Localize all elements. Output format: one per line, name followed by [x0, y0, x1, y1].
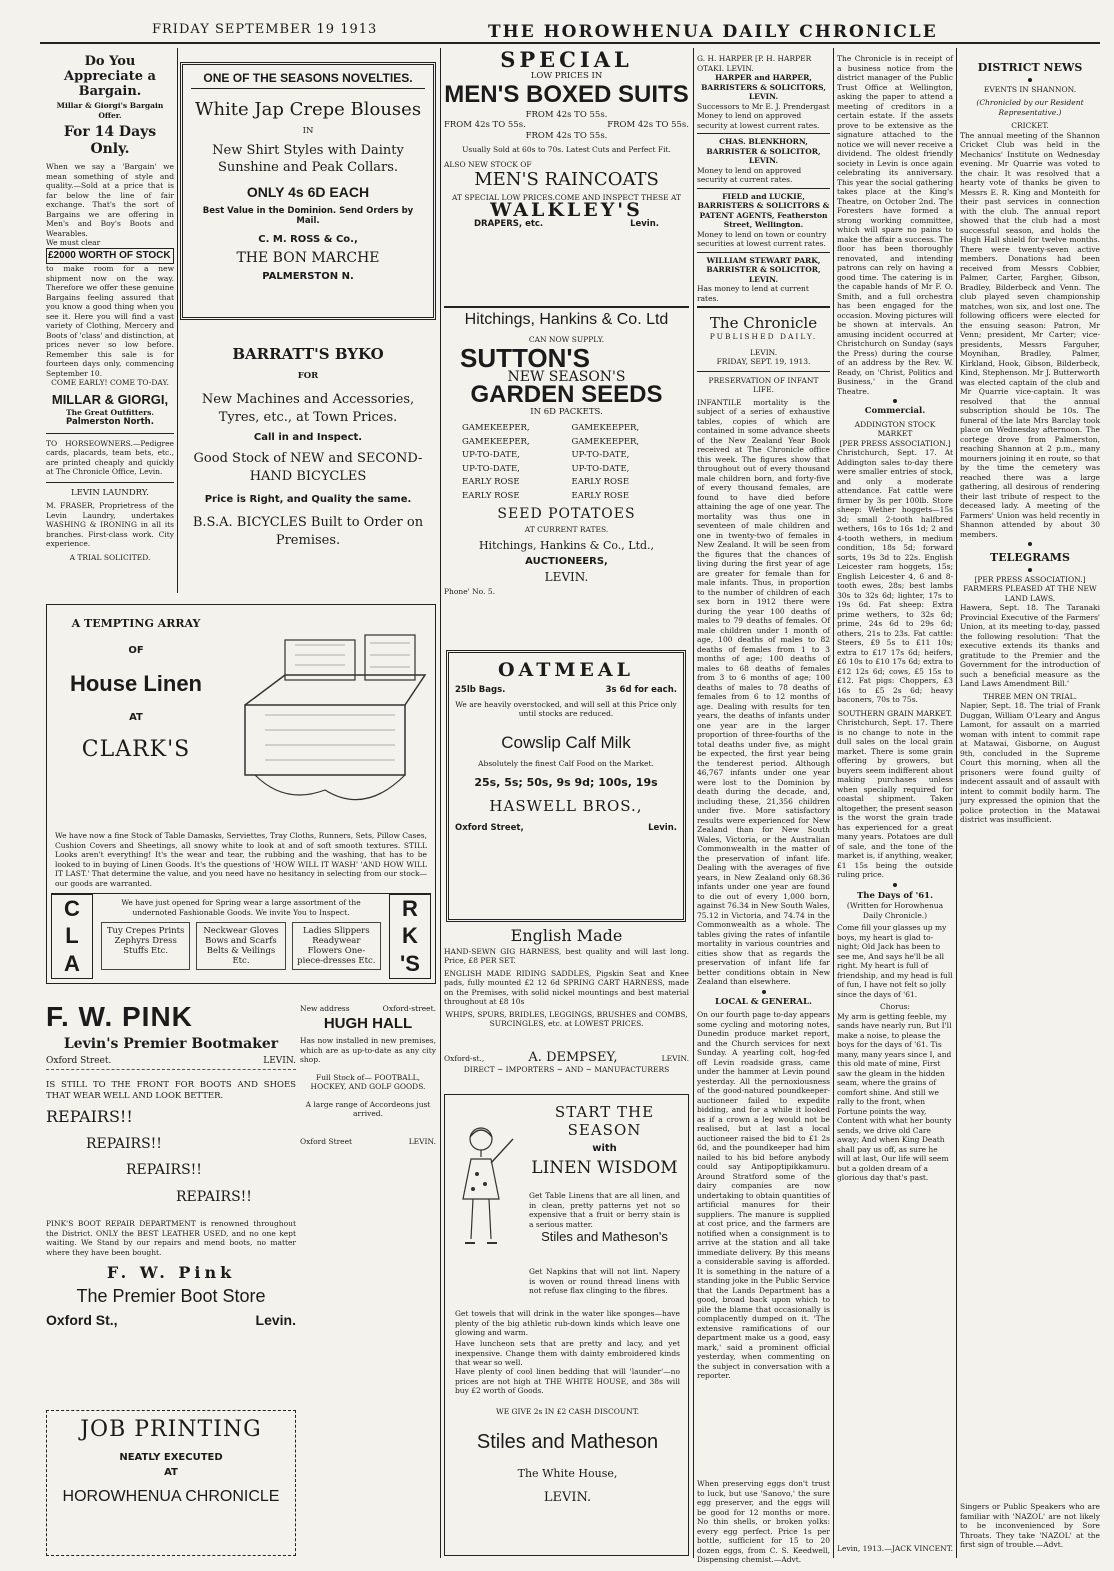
masthead-rule: [40, 42, 1100, 44]
dempsey-footer: [444, 1052, 689, 1082]
infant-article: INFANTILE mortality is the subject of a series of exhaustive tables, copies of which are contained in some advance sheets of the New Zealand Year Book received at The Chronicle office this week. The figures show that throughout out of every thousand male children born, and forty-five of every thousand females, are found to have died before attaining the age of one year. The mortality was thus one in seventeen of male children and one in twenty-two of females in New Zealand. It will be seen from the figures that the chances of living during the first year of age are greater for female than for male infants. Thus, in proportion to the number of children of each sex born in 1912 there were during the year 100 deaths of males to 79 deaths of females. Of male children under 1 month of age, 100 deaths of males to 82 deaths of females from 1 to 3 months of age; 100 deaths of males to 68 deaths of females from 3 to 6 months of age; 100 deaths of males to 78 deaths of females from 6 to 12 months of age. Dealing with results for ten years, the deaths of infants under one year are in the larger proportion of three-fourths of the total deaths under five, as might be expected, the first year being the tenderest period. Although 46,767 infants under one year were lost to the Dominion by death during the decade, and, including these, 21,356 children under five. More satisfactory results were experienced for New Zealand than for New South Wales, Victoria, or the Australian Commonwealth in the matter of the preservation of infant life. Dealing with the averages of five years, in New Zealand only 68.36 infants under one year are found to die out of every 1,000 born, against 76.34 in New South Wales, 75.12 in Victoria, and 74.74 in the Commonwealth as a whole. The tables giving the rates of infantile mortality in various countries and cities show that as regards the preservation of infant life far better conditions obtain in New Zealand than elsewhere.: [697, 397, 830, 986]
seed-variety: UP-TO-DATE,: [571, 450, 630, 460]
clarks-items-2: Neckwear Gloves Bows and Scarfs Belts & Veilings Etc.: [196, 922, 285, 970]
days-heading: The Days of '61.: [856, 890, 934, 901]
farmers-heading: FARMERS PLEASED AT THE NEW LAND LAWS.: [963, 584, 1097, 603]
poem-verse-2: My arm is getting feeble, my sands have nearly run, But I'll make a noise, to please the boys for the days of '61. Tis many, many years since I, and this old mate of mine, First saw the gleam in the hidden seam, where the grains of comfort shine. And still we rally to the front, when Fortune points the way, Content with what her bounty sends, we drive old Care away; And when King Death shall pay us off, as sure he will at last, Our life will seem but a golden dream of a glorious day that's past.: [837, 1011, 952, 1182]
sanovo-advt: When preserving eggs don't trust to luck, but use 'Sanovo,' the sure egg preserver, and the eggs will be good for 12 months or more. No thin shells, or broken yolks: every egg perfect. Price 1s per bottle, sufficient for 15 to 20 dozen eggs, from C. S. Keedwell, Dispensing chemist.—Advt.: [697, 1479, 830, 1564]
chronicle-date: FRIDAY, SEPT. 19, 1913.: [697, 357, 830, 372]
clarks-items-1: Tuy Crepes Prints Zephyrs Dress Stuffs Etc.: [101, 922, 190, 970]
bon-store: THE BON MARCHE: [236, 249, 380, 266]
clarks-letter: L: [65, 923, 79, 949]
clarks-text: We have now a fine Stock of Table Damasks, Serviettes, Tray Cloths, Runners, Sets, Pillow Cases, Cushion Covers and Sheetings, all snowy white to look at and of soft smooth textures. STILL Looks aren't everything! It's the wear and tear, the rubbing and the washing, that has to be looked to in buying of Linen Goods. It's the questions of 'HOW WILL IT WASH' 'AND HOW WILL IT LAST.' That determine the value, and you need have no hesitancy in selecting from our stock—our goods are warranted.: [55, 831, 427, 888]
haswell-street: Oxford Street,: [455, 823, 524, 833]
dempsey-text-3: WHIPS, SPURS, BRIDLES, LEGGINGS, BRUSHES and COMBS, SURCINGLES, etc. at LOWEST PRICES.: [445, 1009, 688, 1028]
walkley-name: WALKLEY'S: [490, 199, 643, 221]
walkley-special: SPECIAL: [500, 47, 633, 72]
seed-variety: EARLY ROSE: [571, 477, 630, 487]
hugh-oxford: Oxford-street.: [382, 1004, 436, 1013]
job-at: AT: [164, 1467, 178, 1478]
stiles-text-5: Have plenty of cool linen bedding that will 'launder'—no prices are not high at THE WHITE HOUSE, and 38s will buy £2 worth of Goods.: [455, 1367, 680, 1395]
hitchings-ad: [444, 311, 689, 644]
column-rule: [177, 48, 178, 593]
millar-text-2: to make room for a new shipment now on the way. Therefore we offer these genuine Bargains feeling assured that you know a good thing when you see it. Here you will find a vast variety of Clothing, Mercery and Boots of 'class' and distinction, at prices never so low before. Remember this sale is for fourteen days only, commencing September 10.: [46, 264, 174, 378]
pink-premier: Levin's Premier Bootmaker: [63, 1036, 279, 1052]
clarks-tempting: A TEMPTING ARRAY: [71, 617, 201, 630]
stiles-text-3: Get towels that will drink in the water like sponges—have plenty of the big athletic rub-down kinds which leave one glowing and warm.: [455, 1309, 680, 1337]
column-rule: [956, 48, 957, 1558]
barratt-good: Good Stock of NEW and SECOND-HAND BICYCLES: [193, 450, 423, 484]
column-rule: [833, 48, 834, 1558]
haswell-oatmeal: OATMEAL: [497, 659, 634, 681]
commercial-article: Christchurch, Sept. 17. At Addington sales to-day there were smaller entries of stock, and only a moderate attendance. Fat cattle were firmer by 3s per 100lb. Store sheep: Wether hoggets—15s 3d; small 2-tooth halfbred wethers, 16s to 16s 1d; 2 and 4-tooth wethers, in medium condition, 18s 5d; forward sorts, 19s 3d to 22s. English Leicester ram hoggets, 15s; English Leicester 4, 6 and 8-tooth ewes, 28s; best lambs 30s to 32s 6d; lighter, 17s to 19s 6d. Fat sheep: Extra prime wethers, to 32s 6d; prime, 24s 6d to 29s 6d; others, 21s to 23s. Fat cattle: Steers, £9 5s to £11 10s; extra to £17 17s 6d; heifers, £6 10s to £10 17s 6d; extra to £12 12s 6d; cows, £5 15s to £12. Fat pigs: Choppers, £3 16s to £5 2s 6d; heavy baconers, 70s to 75s.: [837, 448, 953, 704]
walkley-price-1: FROM 42s TO 55s.: [525, 109, 608, 120]
bon-in: IN: [302, 126, 314, 136]
clarks-letter: A: [64, 951, 80, 977]
news-text-1: The Chronicle is in receipt of a business notice from the district manager of the Public Trust Office at Wellington, asking the paper to attend a meeting of creditors in a certain estate. If the assets prove to be extensive as the signature attached to the notice we will never receive a dividend. The oldest friendly society in Levin is once again celebrating its anniversary. This year the social gathering takes place at the King's Theatre, on October 2nd. The Foresters have formed a strong working committee, which will spare no pains to make the affair a success. The floor has been thoroughly renovated, and intending patrons can rely on having a good time. The catering is in the capable hands of Mr F. O. Smith, and a full orchestra has been engaged for the occasion. Moving pictures will be shown at intervals. An amusing incident occurred at Christchurch on Sunday (says the Press) during the course of an address by the Rev. W. Ready, on 'Christ, Politics and Business,' in the Grand Theatre.: [837, 54, 953, 396]
separator: [893, 399, 897, 403]
hugh-stock: Full Stock of— FOOTBALL, HOCKEY, AND GOLF GOODS.: [310, 1072, 426, 1091]
clarks-letter: 'S: [400, 951, 420, 977]
poem-chorus: Chorus:: [880, 1002, 910, 1011]
cricket-heading: CRICKET.: [1011, 121, 1049, 130]
walkley-drapers: DRAPERS, etc.: [474, 218, 544, 229]
pink-ad: [46, 1000, 296, 1398]
hitchings-name: Hitchings, Hankins & Co. Ltd: [464, 311, 669, 328]
dempsey-direct: DIRECT ~ IMPORTERS ~ AND ~ MANUFACTURERS: [463, 1064, 670, 1074]
trial-article: Napier, Sept. 18. The trial of Frank Duggan, William O'Leary and Angus Lamont, for assault on a married woman with intent to commit rape at Matawai, Gisborne, on August 9th, concluded in the Supreme Court this morning, when all the prisoners were found guilty of indecent assault and of assault with intent to commit bodily harm. The jury expressed the opinion that the police protection in the Matawai district was insufficient.: [960, 701, 1100, 824]
pink-front: IS STILL TO THE FRONT FOR BOOTS AND SHOES THAT WEAR WELL AND LOOK BETTER.: [46, 1080, 296, 1101]
poem-verse-1: Come fill your glasses up my boys, my heart is glad to-night; Old Jack has been to see me, And says he'll be all right. My heart is full of friendship, and my head is full of fun, I have not felt so jolly since the days of '61.: [837, 923, 953, 999]
infant-heading: PRESERVATION OF INFANT LIFE.: [708, 375, 819, 394]
chronicled-by: (Chronicled by our Resident Representative.): [976, 98, 1084, 117]
barratt-bsa: B.S.A. BICYCLES Built to Order on Premises.: [192, 515, 424, 548]
masthead: [0, 0, 1114, 44]
hitchings-levin: LEVIN.: [544, 570, 589, 584]
bon-marche-ad: [180, 62, 436, 320]
dempsey-name: A. DEMPSEY,: [528, 1050, 618, 1065]
newspaper-title: THE HOROWHENUA DAILY CHRONICLE: [488, 22, 938, 42]
hitchings-seeds: GARDEN SEEDS: [470, 381, 663, 408]
clarks-name: CLARK'S: [81, 737, 191, 762]
pink-repairs-3: REPAIRS!!: [126, 1162, 202, 1178]
hitchings-can: CAN NOW SUPPLY.: [528, 334, 605, 344]
local-heading: LOCAL & GENERAL.: [715, 996, 812, 1007]
pink-levin-2: Levin.: [255, 1312, 296, 1328]
column-rule: [440, 48, 441, 1558]
separator: [1028, 78, 1032, 82]
blenkhorn-money: Money to lend on approved security at current rates.: [697, 166, 830, 189]
girl-illustration: [451, 1119, 525, 1269]
farmers-article: Hawera, Sept. 18. The Taranaki Provincial Executive of the Farmers' Union, at its meeting to-day, passed the following resolution: 'That the executive extends its thanks and gratitude to the Premier and the Government for the introduction of such a beneficial measure as the Land Laws Amendment Bill.': [960, 603, 1100, 688]
dempsey-text-1: HAND-SEWN GIG HARNESS, best quality and will last long. Price, £8 PER SET.: [444, 946, 689, 965]
pink-repairs-2: REPAIRS!!: [86, 1135, 162, 1152]
clarks-ad: [46, 604, 436, 984]
clarks-letter: K: [402, 923, 418, 949]
stiles-house: The White House,: [517, 1467, 618, 1480]
haswell-bags: 25lb Bags.: [455, 685, 506, 695]
barratt-for: FOR: [297, 370, 319, 381]
clarks-of: OF: [128, 645, 144, 656]
clarks-linen: House Linen: [69, 671, 202, 696]
haswell-levin: Levin.: [648, 823, 677, 833]
stiles-start: START THE SEASON: [554, 1103, 655, 1139]
bon-price: ONLY 4s 6D EACH: [246, 183, 370, 200]
seed-variety: GAMEKEEPER,: [571, 436, 640, 447]
district-article: The annual meeting of the Shannon Cricket Club was held in the Mechanics' Institute on Wednesday evening. Mr Quarrie was voted to the chair. It was resolved that a hearty vote of thanks be given to Messrs E. R. King and Monteith for their past services in connection with the club. The annual report showed that the club had a most successful season, and holds the Hugh Hall shield for twelve months. There were twenty-seven active members. Donations had been received from Messrs Cobbier, Palmer, Carter, Fargher, Gibson, Bradley, Bilderbeck and Venn. The club played seven championship matches, won six, and lost one. The following officers were elected for the ensuing season: Patron, Mr Venn; president, Mr Carter; vice-presidents, Messrs Farguher, Moynihan, Bradley, Palmer, Kirkland, Hook, Gibson, Bilderbeck, Kind, Stephenson. Mr J. Butterworth was elected captain of the club and Mr Quarrie vice-captain. It was resolved that the annual subscription should be 10s. The funeral of the late Mrs Barclay took place on Wednesday afternoon. The cortege drove from Palmerston, reaching Shannon at 2 p.m., many mourners joining it en route, so that by the time the cemetery was reached there was a large gathering, all desirous of rendering their last tribute of respect to the deceased lady. A meeting of the Farmers' Union was held recently in Shannon attended by about 30 members.: [960, 130, 1100, 539]
millar-offer: Millar & Giorgi's Bargain Offer.: [56, 101, 164, 120]
walkley-ad: [444, 47, 689, 304]
press-assoc-2: [PER PRESS ASSOCIATION.]: [974, 574, 1086, 584]
field-money: Money to lend on town or country securities at lowest current rates.: [697, 230, 830, 253]
hugh-name: HUGH HALL: [323, 1014, 413, 1032]
poem-author: —JACK VINCENT.: [884, 1544, 953, 1553]
southern-heading: SOUTHERN GRAIN MARKET.: [837, 708, 953, 718]
haswell-prices: 25s, 5s; 50s, 9s 9d; 100s, 19s: [474, 776, 658, 789]
bon-blouses: White Jap Crepe Blouses: [194, 99, 422, 120]
haswell-cowslip: Cowslip Calf Milk: [501, 732, 631, 752]
separator: [762, 990, 766, 994]
shannon-heading: EVENTS IN SHANNON.: [983, 84, 1077, 94]
stiles-text-1: Get Table Linens that are all linen, and in clean, pretty patterns yet not so expensive that a fruit or berry stain is a serious matter.: [529, 1191, 680, 1229]
hitchings-new: NEW SEASON'S: [507, 368, 626, 385]
laundry-trial: A TRIAL SOLICITED.: [69, 552, 151, 562]
millar-days: For 14 Days Only.: [63, 124, 157, 157]
seed-variety: EARLY ROSE: [462, 477, 520, 487]
separator: [1028, 542, 1032, 546]
horseowners-notice: TO HORSEOWNERS.—Pedigree cards, placards, team bets, etc., are printed cheaply and quickly at The Chronicle Office, Levin.: [46, 438, 174, 476]
walkley-raincoats: MEN'S RAINCOATS: [474, 169, 659, 190]
millar-town: Palmerston North.: [66, 417, 154, 427]
walkley-price-4: FROM 42s TO 55s.: [525, 130, 608, 141]
poem-place: Levin, 1913.: [837, 1544, 885, 1553]
district-news-column: [960, 54, 1100, 1558]
grain-article: Christchurch, Sept. 17. There is no change to note in the dull sales on the local grain market. There is some grain offering by growers, but buyers seem indifferent about making purchases unless when specially required for coastal shipment. Taken altogether, the present season is the worst the grain trade has experienced for a great many years. Potatoes are dull of sale, and the tone of the market is, if anything, weaker, £1 15s being the outside ruling price.: [837, 718, 953, 879]
issue-date: FRIDAY SEPTEMBER 19 1913: [152, 22, 378, 37]
millar-headline: Do You Appreciate a Bargain.: [64, 54, 156, 99]
stiles-discount: WE GIVE 2s IN £2 CASH DISCOUNT.: [495, 1407, 640, 1416]
seed-variety: GAMEKEEPER,: [462, 436, 530, 447]
stiles-with: with: [592, 1143, 617, 1154]
chronicle-published: PUBLISHED DAILY.: [709, 332, 818, 341]
bon-best: Best Value in the Dominion. Send Orders by Mail.: [202, 205, 414, 226]
news-column: [837, 54, 953, 1558]
park-firm: WILLIAM STEWART PARK, BARRISTER & SOLICITOR, LEVIN.: [706, 255, 821, 284]
barratt-machines: New Machines and Accessories, Tyres, etc., at Town Prices.: [201, 392, 415, 425]
laundry-text: M. FRASER, Proprietress of the Levin Laundry, undertakes WASHING & IRONING in all its branches. First-class work. City experience.: [46, 501, 174, 548]
millar-firm: MILLAR & GIORGI,: [51, 391, 169, 407]
seed-variety: GAMEKEEPER,: [462, 423, 530, 433]
barratt-call: Call in and Inspect.: [253, 432, 363, 443]
seed-variety: EARLY ROSE: [462, 490, 520, 501]
laundry-heading: LEVIN LAUNDRY.: [70, 487, 150, 498]
pink-name: F. W. PINK: [46, 1001, 193, 1032]
millar-stock: £2000 WORTH OF STOCK: [46, 248, 174, 265]
haswell-firm: HASWELL BROS.,: [489, 797, 643, 815]
seed-variety: UP-TO-DATE,: [462, 450, 520, 460]
walkley-usually: Usually Sold at 60s to 70s. Latest Cuts and Perfect Fit.: [462, 145, 671, 154]
barratt-title: BARRATT'S BYKO: [232, 345, 384, 363]
pink-address: Oxford Street.: [46, 1055, 112, 1066]
haswell-text: We are heavily overstocked, and will sell at this Price only until stocks are reduced.: [455, 699, 677, 718]
local-article: On our fourth page to-day appears some cycling and motoring notes, Dunedin produce market report, and the Church services for next Sunday. A yearling colt, hog-fed off Levin roadside grass, came under the hammer at Levin pound yesterday. All the pernoxiousness of the good-natured poundkeeper-auctioneer failed to expedite bidding, and for a while it looked as if a crown a leg would not be realised, but at last a local auctioneer raised the bid to £1 2s 6d, and the poundkeeper had him nailed to his bid before anybody could say Antipoptipikkamuru. Around Stratford some of the dairy companies are now undertaking to obtain quantities of artificial manures for their suppliers. The manure is supplied at cost price, and the farmers are notified when a consignment is to arrive at the station and all take immediate delivery. By this means a considerable saving is afforded. It is something in the nature of a standing joke in the Public Service that the Lands Department has a good, broad back upon which to pile the blame that occasionally is complacently dumped on it. 'The extensive ramifications of our department make us a good, easy mark,' said a prominent official yesterday, when commenting on the subject in conversation with a reporter.: [697, 1010, 830, 1380]
clarks-opened: We have just opened for Spring wear a large assortment of the undernoted Fashionable Goods. We invite You to Inspect.: [121, 898, 361, 917]
park-money: Has money to lend at current rates.: [697, 284, 830, 308]
walkley-low: LOW PRICES IN: [530, 70, 603, 81]
hugh-range: A large range of Accordeons just arrived.: [305, 1099, 431, 1118]
pink-store: The Premier Boot Store: [76, 1285, 266, 1306]
pink-dept: PINK'S BOOT REPAIR DEPARTMENT is renowned throughout the District. ONLY the BEST LEATHER USED, and no one kept waiting. We Stand by our repairs and mend boots, no matter where they have been bought.: [46, 1219, 296, 1257]
hugh-text: Has now installed in new premises, which are as up-to-date as any city shop.: [300, 1036, 436, 1064]
stiles-text-2: Get Napkins that will not lint. Napery is woven or round thread linens with not refuse flax clinging to the fibres.: [529, 1267, 680, 1295]
millar-giorgi-ad: [46, 54, 174, 594]
bon-styles: New Shirt Styles with Dainty Sunshine and Peak Collars.: [212, 142, 404, 175]
hitchings-rates: AT CURRENT RATES.: [524, 524, 609, 534]
job-title: JOB PRINTING: [80, 1417, 262, 1442]
nazol-advt: Singers or Public Speakers who are familiar with 'NAZOL' are not likely to be inconvenienced by Sore Throats. They take 'NAZOL' at the first sign of trouble.—Advt.: [960, 1502, 1100, 1549]
trial-heading: THREE MEN ON TRIAL.: [982, 691, 1078, 701]
walkley-price-3: FROM 42s TO 55s.: [607, 120, 689, 130]
blenkhorn-firm: CHAS. BLENKHORN, BARRISTER & SOLICITOR, LEVIN.: [706, 137, 821, 165]
millar-text: When we say a 'Bargain' we mean something of style and quality.—Sold at a price that is far below the line of fair exchange. That's the sort of Bargains we are offering in Men's and Boy's Boots and Wearables.: [46, 162, 174, 238]
hitchings-packets: IN 6D PACKETS.: [530, 406, 603, 417]
millar-must: We must clear: [46, 238, 101, 247]
harper-names: G. H. HARPER [P. H. HARPER OTAKI. LEVIN.: [697, 54, 812, 73]
harper-succ: Successors to Mr E. J. Prendergast: [697, 101, 830, 111]
chronicle-levin: LEVIN.: [749, 347, 778, 357]
walkley-suits: MEN'S BOXED SUITS: [444, 81, 689, 108]
press-assoc: [PER PRESS ASSOCIATION.]: [839, 438, 951, 448]
bon-title: ONE OF THE SEASONS NOVELTIES.: [191, 71, 425, 89]
walkley-levin: Levin.: [630, 218, 659, 229]
job-printing-ad: [46, 1410, 296, 1556]
hitchings-auct: AUCTIONEERS,: [525, 555, 608, 567]
clarks-letter: R: [402, 895, 418, 921]
seed-variety: GAMEKEEPER,: [571, 423, 640, 433]
pink-levin: LEVIN.: [263, 1055, 296, 1066]
haswell-price: 3s 6d for each.: [605, 685, 677, 695]
walkley-also: ALSO NEW STOCK OF: [444, 159, 532, 169]
millar-come: COME EARLY! COME TO-DAY.: [51, 378, 169, 387]
millar-outfitters: The Great Outfitters.: [66, 407, 154, 417]
hugh-newaddr: New address: [300, 1004, 350, 1013]
clarks-vertical-left: [51, 894, 93, 979]
chronicle-title: The Chronicle: [709, 314, 818, 332]
clarks-letter: C: [64, 895, 80, 921]
telegrams-heading: TELEGRAMS: [990, 551, 1070, 564]
stiles-ad: [444, 1094, 689, 1556]
section-rule: [444, 306, 689, 308]
stiles-name: Stiles and Matheson: [476, 1431, 659, 1453]
pink-address-2: Oxford St.,: [46, 1312, 118, 1328]
hitchings-firm: Hitchings, Hankins & Co., Ltd.,: [478, 539, 655, 552]
pink-repairs-4: REPAIRS!!: [176, 1188, 252, 1205]
dempsey-levin: LEVIN.: [661, 1054, 689, 1063]
dempsey-ad: [444, 926, 689, 1050]
clarks-items-3: Ladies Slippers Readywear Flowers One-piece-dresses Etc.: [292, 922, 381, 970]
hugh-levin: LEVIN.: [408, 1136, 436, 1146]
haswell-absolutely: Absolutely the finest Calf Food on the Market.: [478, 758, 654, 768]
walkley-price-2: FROM 42s TO 55s.: [444, 120, 526, 130]
job-office: HOROWHENUA CHRONICLE: [62, 1488, 280, 1505]
district-heading: DISTRICT NEWS: [977, 61, 1083, 74]
haswell-ad: [446, 650, 686, 922]
bon-firm: C. M. ROSS & Co.,: [258, 233, 358, 245]
seed-variety: EARLY ROSE: [571, 490, 630, 501]
column-rule: [693, 48, 694, 1558]
dempsey-english: English Made: [510, 926, 623, 945]
stiles-text-4: Have luncheon sets that are pretty and lacy, and yet inexpensive. Change them with dainty embroidered kinds that wear so well.: [455, 1339, 680, 1367]
clarks-at: AT: [129, 712, 143, 723]
separator: [893, 883, 897, 887]
hitchings-suttons: SUTTON'S: [460, 343, 590, 373]
hugh-addr: Oxford Street: [300, 1136, 353, 1146]
days-written: (Written for Horowhenua Daily Chronicle.): [846, 901, 944, 920]
stiles-firm: Stiles and Matheson's: [541, 1229, 668, 1244]
hitchings-potatoes: SEED POTATOES: [497, 506, 636, 522]
linen-illustration: [225, 615, 431, 825]
hugh-hall-ad: [300, 1004, 436, 1246]
bon-town: PALMERSTON N.: [262, 270, 354, 282]
stiles-levin: LEVIN.: [543, 1490, 592, 1505]
dempsey-text-2: ENGLISH MADE RIDING SADDLES, Pigskin Seat and Knee pads, fully mounted £2 12 6d SPRING CART HARNESS, made on the Premises, with solid nickel mountings and best material throughout at £8 10s: [444, 968, 689, 1006]
dempsey-town: Oxford-st.,: [444, 1054, 485, 1063]
field-firm: FIELD and LUCKIE, BARRISTERS & SOLICITORS & PATENT AGENTS, Featherston Street, Wellington.: [697, 191, 830, 229]
barratt-price: Price is Right, and Quality the same.: [204, 493, 412, 505]
job-neatly: NEATLY EXECUTED: [119, 1452, 223, 1463]
seed-variety: UP-TO-DATE,: [571, 463, 630, 474]
harper-money: Money to lend on approved security at lowest current rates.: [697, 111, 830, 134]
walkley-special-prices: AT SPECIAL LOW PRICES.COME AND INSPECT THESE AT: [451, 192, 681, 202]
stiles-wisdom: LINEN WISDOM: [531, 1158, 678, 1178]
legal-column: [697, 54, 830, 1564]
pink-repairs-1: REPAIRS!!: [46, 1107, 133, 1126]
commercial-heading: Commercial.: [864, 406, 926, 416]
addington-heading: ADDINGTON STOCK MARKET: [854, 419, 936, 438]
hitchings-phone: Phone' No. 5.: [444, 586, 495, 596]
seed-variety: UP-TO-DATE,: [462, 463, 520, 474]
barratt-ad: [180, 345, 436, 583]
pink-name-2: F. W. Pink: [106, 1263, 236, 1282]
clarks-vertical-right: [389, 894, 431, 979]
harper-firm: HARPER and HARPER, BARRISTERS & SOLICITORS, LEVIN.: [701, 73, 826, 101]
separator: [1028, 568, 1032, 572]
